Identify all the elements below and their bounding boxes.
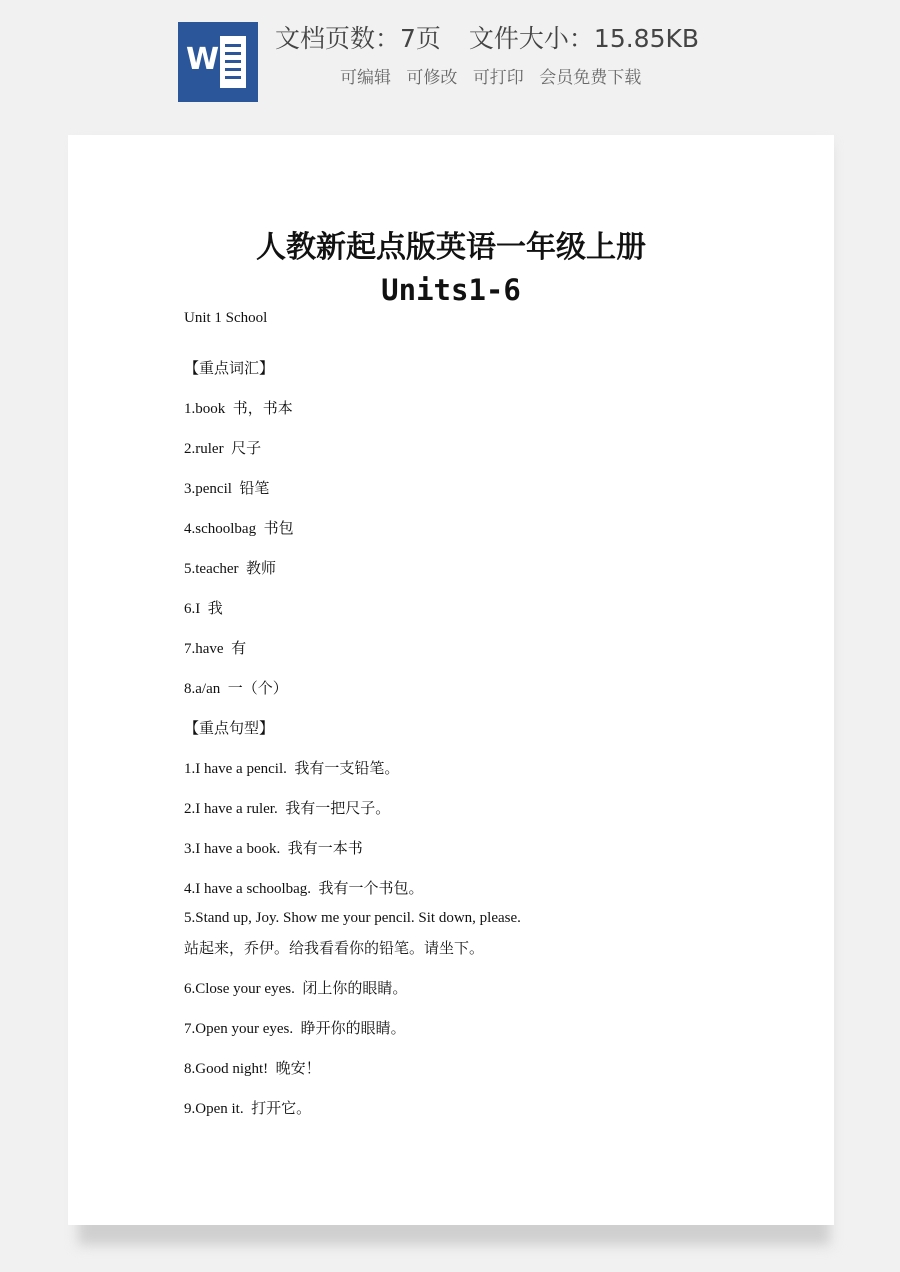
page-count: 文档页数：7页 — [275, 24, 441, 53]
vocab-item: 2.ruler 尺子 — [184, 439, 262, 457]
feature-free-download: 会员免费下载 — [539, 68, 642, 88]
sentence-heading: 【重点句型】 — [184, 719, 275, 737]
document-page — [68, 135, 834, 1225]
unit-heading: Unit 1 School — [184, 310, 268, 326]
sentence-translation: 站起来，乔伊。给我看看你的铅笔。请坐下。 — [184, 939, 485, 957]
feature-modifiable: 可修改 — [406, 68, 458, 88]
file-size: 文件大小：15.85KB — [468, 24, 700, 53]
sentence-item: 7.Open your eyes. 睁开你的眼睛。 — [184, 1019, 406, 1037]
word-document-icon — [178, 22, 258, 102]
sentence-item: 3.I have a book. 我有一本书 — [184, 839, 363, 857]
sentence-item: 8.Good night! 晚安！ — [184, 1059, 321, 1077]
feature-editable: 可编辑 — [340, 68, 391, 88]
document-subtitle: Units1-6 — [381, 273, 521, 307]
download-header — [0, 0, 900, 120]
file-info — [275, 22, 699, 56]
document-title: 人教新起点版英语一年级上册 — [256, 230, 646, 265]
logo-letter: W — [186, 42, 220, 77]
sentence-item: 5.Stand up, Joy. Show me your pencil. Sit down, please. — [184, 910, 521, 926]
sentence-item: 1.I have a pencil. 我有一支铅笔。 — [184, 759, 400, 777]
feature-printable: 可打印 — [472, 68, 524, 88]
feature-list — [340, 66, 651, 90]
vocab-heading: 【重点词汇】 — [184, 359, 275, 377]
vocab-item: 3.pencil 铅笔 — [184, 479, 270, 497]
vocab-item: 6.I 我 — [184, 599, 223, 617]
sentence-item: 9.Open it. 打开它。 — [184, 1099, 312, 1117]
vocab-item: 5.teacher 教师 — [184, 559, 277, 577]
vocab-item: 8.a/an 一（个） — [184, 679, 288, 697]
document-lines-icon — [220, 36, 246, 88]
vocab-item: 4.schoolbag 书包 — [184, 519, 294, 537]
sentence-item: 2.I have a ruler. 我有一把尺子。 — [184, 799, 391, 817]
sentence-item: 6.Close your eyes. 闭上你的眼睛。 — [184, 979, 408, 997]
sentence-item: 4.I have a schoolbag. 我有一个书包。 — [184, 879, 424, 897]
vocab-item: 1.book 书，书本 — [184, 399, 293, 417]
vocab-item: 7.have 有 — [184, 639, 247, 657]
